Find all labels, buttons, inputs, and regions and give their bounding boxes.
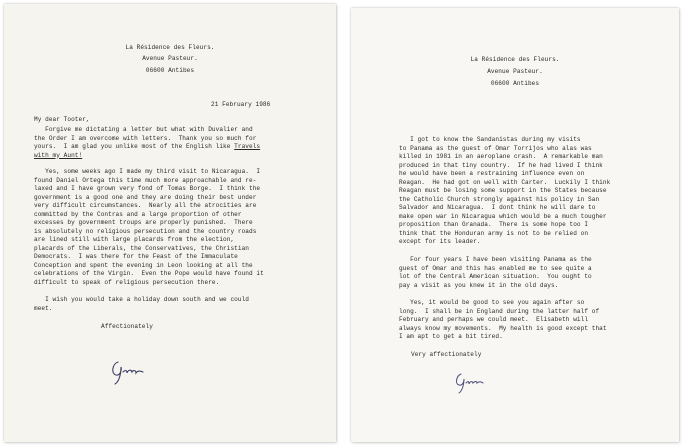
paragraph-line: think that the Honduran army is not to be relied on bbox=[399, 229, 589, 237]
paragraph-line: For four years I have been visiting Panama as the bbox=[399, 256, 592, 263]
letter-page-2 bbox=[351, 8, 679, 442]
paragraph-line: February and perhaps we could meet. Elisabeth will bbox=[399, 316, 589, 323]
letterhead-line-2: Avenue Pasteur. bbox=[142, 55, 198, 62]
paragraph-line: Democrats. I was there for the Feast of the Immaculate bbox=[34, 253, 238, 260]
paragraph-line bbox=[34, 143, 260, 152]
paragraph-line: Reagan. He had got on well with Carter. Luckily I think bbox=[399, 178, 611, 186]
paragraph-line: Reagan must be losing some support in the States because bbox=[399, 187, 607, 194]
paragraph-line: the Order I am overcome with letters. Thank you so much for bbox=[34, 134, 257, 142]
paragraph-line: government is a good one and they are doing their best under bbox=[34, 193, 257, 201]
paragraph-line: guest of Omar and this has enabled me to see quite a bbox=[399, 264, 592, 272]
paragraph-line: except for its leader. bbox=[399, 238, 481, 245]
paragraph-line: killed in 1981 in an aeroplane crash. A remarkable man bbox=[399, 153, 603, 160]
paragraph-line: celebrations of the Virgin. Even the Pope would have found it bbox=[34, 270, 264, 277]
paragraph-line: to Panama as the guest of Omar Torrijos who alas was bbox=[399, 144, 592, 152]
paragraph-line: the Catholic Church strongly against his policy in San bbox=[399, 195, 600, 203]
signature bbox=[452, 369, 488, 395]
paragraph-line: committed by the Contras and a large proportion of other bbox=[34, 210, 242, 218]
letterhead-line-1: La Résidence des Fleurs. bbox=[125, 44, 215, 51]
paragraph-line: I wish you would take a holiday down south and we could bbox=[34, 296, 249, 303]
paragraph-line: produced in that tiny country. If he had lived I think bbox=[399, 161, 603, 169]
paragraph-line: difficult to speak of religious persecution there. bbox=[34, 278, 220, 286]
paragraph-line: meet. bbox=[34, 304, 53, 312]
paragraph-line: Yes, some weeks ago I made my third visit to Nicaragua. I bbox=[34, 168, 261, 175]
paragraph-line: he would have been a restraining influence even on bbox=[399, 170, 585, 177]
closing: Affectionately bbox=[101, 323, 153, 330]
paragraph-line: Conception and spent the evening in Leon looking at all the bbox=[34, 261, 253, 269]
paragraph-line: long. I shall be in England during the latter half of bbox=[399, 307, 600, 315]
paragraph-line: proposition than Granada. There is some hope too I bbox=[399, 221, 589, 228]
letterhead-line-1: La Résidence des Fleurs. bbox=[470, 56, 560, 63]
paragraph-line: are lined still with large placards from the election, bbox=[34, 236, 235, 243]
paragraph-line: I got to know the Sandanistas during my visits bbox=[399, 136, 581, 143]
book-title: Travels bbox=[234, 143, 261, 150]
paragraph-line: placards of the Liberals, the Conservatives, the Christian bbox=[34, 244, 249, 252]
paragraph-line: lot of the Central American situation. You ought to bbox=[399, 273, 592, 280]
paragraph-line: Forgive me dictating a letter but what with Duvalier and bbox=[34, 126, 253, 133]
paragraph-line: excesses by government troups are properly punished. There bbox=[34, 219, 253, 226]
paragraph-line: always know my movements. My health is good except that bbox=[399, 324, 607, 332]
salutation: My dear Tooter, bbox=[34, 116, 90, 123]
paragraph-text: yours. I am glad you unlike most of the English like bbox=[34, 143, 235, 150]
paragraph-line: laxed and I have grown very fond of Tomas Borge. I think the bbox=[34, 185, 261, 192]
paragraph-line: make open war in Nicaragua which would be a much tougher bbox=[399, 212, 607, 220]
signature-scrawl bbox=[452, 369, 488, 395]
letter-date: 21 February 1986 bbox=[211, 101, 271, 108]
paragraph-line: pay a visit as you knew it in the old days. bbox=[399, 281, 559, 289]
signature bbox=[108, 356, 148, 386]
closing: Very affectionately bbox=[411, 351, 482, 358]
letterhead-line-3: 06600 Antibes bbox=[490, 80, 540, 87]
paragraph-line: I am apt to get a bit tired. bbox=[399, 333, 503, 340]
signature-scrawl bbox=[108, 356, 148, 386]
paragraph-line: Yes, it would be good to see you again after so bbox=[399, 299, 585, 306]
paragraph-line: found Daniel Ortega this time much more approachable and re- bbox=[34, 176, 257, 184]
letterhead-line-3: 06600 Antibes bbox=[145, 67, 195, 74]
book-title-continued: with my Aunt! bbox=[34, 151, 83, 159]
letter-page-1 bbox=[4, 4, 336, 442]
letterhead-line-2: Avenue Pasteur. bbox=[487, 68, 543, 75]
paragraph-line: Salvador and Nicaragua. I dont think he will dare to bbox=[399, 204, 596, 211]
paragraph-line: is absolutely no religious persecution and the country roads bbox=[34, 227, 257, 235]
paragraph-line: very difficult circumstances. Nearly all the atrocities are bbox=[34, 202, 257, 209]
